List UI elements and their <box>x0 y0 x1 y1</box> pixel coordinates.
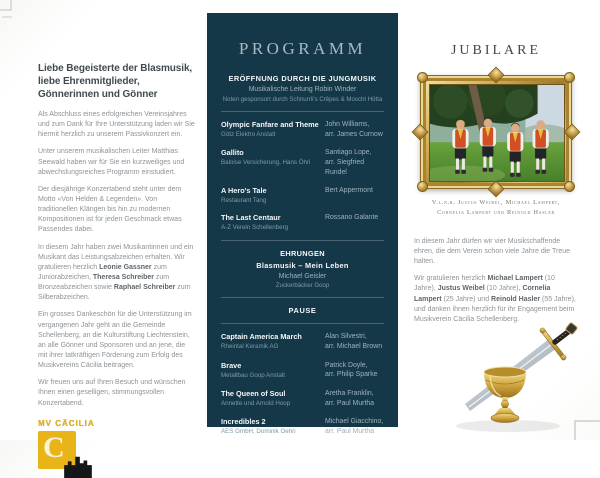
program-item <box>221 213 384 231</box>
photo-frame <box>420 75 572 189</box>
piece-composer: John Williams, arr. James Curnow <box>325 121 383 138</box>
opening-sponsor-note: Noten gesponsort durch Schnurrli's Crêpes & Moscht Hötta <box>222 96 383 103</box>
frame-ornament <box>564 181 575 192</box>
opening-heading: ERÖFFNUNG DURCH DIE JUNGMUSIK <box>228 74 377 83</box>
paragraph: In diesem Jahr dürfen wir vier Musikschaffende ehren, die dem Verein schon viele Jahre die Treue halten. <box>414 237 571 266</box>
program-item <box>221 417 384 436</box>
divider <box>221 323 384 324</box>
ehrungen-piece: Blasmusik – Mein Leben <box>256 261 349 271</box>
mv-caecilia-logo <box>38 419 108 469</box>
piece-composer: Patrick Doyle, arr. Philip Sparke <box>325 361 378 379</box>
opening-section <box>221 74 384 103</box>
program-first-half <box>221 120 384 231</box>
frame-ornament <box>417 72 428 83</box>
paragraph: Als Abschluss eines erfolgreichen Vereinsjahres und zum Dank für Ihre Unterstützung laden wir Sie hiermit herzlich zu unserem Passivkonzert ein. <box>38 111 195 139</box>
logo-letter: C <box>43 430 65 464</box>
program-item <box>221 389 384 408</box>
piece-sponsor: Rheintal Keramik AG <box>221 343 279 351</box>
jubilare-panel <box>414 30 578 332</box>
piece-composer: Aretha Franklin, arr. Paul Murtha <box>325 389 375 407</box>
ehrungen-composer: Michael Geisler <box>278 273 327 281</box>
piece-composer: Santiago Lope, arr. Siegfried Rundel <box>325 149 372 176</box>
divider <box>221 240 384 241</box>
program-title: PROGRAMM <box>238 39 367 58</box>
ehrungen-section <box>221 249 384 289</box>
frame-ornament <box>488 181 505 198</box>
frame-ornament <box>488 67 505 84</box>
piece-sponsor: A-Z Verein Schellenberg <box>221 224 289 232</box>
logo-wordmark: MV CÄCILIA <box>38 418 95 428</box>
jubilare-photo-scene <box>430 85 564 181</box>
divider <box>221 297 384 298</box>
program-item <box>221 361 384 380</box>
piece-composer: Michael Giacchino, arr. Paul Murtha <box>325 418 384 435</box>
ehrungen-sponsor: Zuckerbäcker Goop <box>275 282 330 290</box>
jubilare-title: JUBILARE <box>450 43 542 58</box>
greeting-paragraphs <box>38 110 196 409</box>
piece-sponsor: Baloise Versicherung, Hans Öhri <box>221 159 311 167</box>
piece-title: The Last Centaur <box>221 213 281 223</box>
page-corner-dash-top-left <box>2 16 12 18</box>
paragraph: Unter unserem musikalischen Leiter Matthias Seewald haben wir für Sie ein kurzweiliges und abwechslungsreiches Programm einstudiert. <box>38 148 185 176</box>
program-item <box>221 332 384 351</box>
piece-title: A Hero's Tale <box>221 186 267 196</box>
piece-sponsor: AES GmbH, Dominik Oehri <box>221 428 296 436</box>
photo-caption <box>414 198 578 218</box>
jubilare-photo <box>429 84 565 182</box>
divider <box>221 111 384 112</box>
piece-title: The Queen of Soul <box>221 388 286 398</box>
piece-sponsor: Götz Elektro Anstalt <box>221 131 276 138</box>
piece-title: Captain America March <box>221 332 302 342</box>
paragraph: Wir freuen uns auf Ihren Besuch und wünschen Ihnen einen geselligen, stimmungsvollen Konzertabend. <box>38 379 186 407</box>
greeting-heading: Liebe Begeisterte der Blasmusik, liebe Ehrenmitglieder, Gönnerinnen und Gönner <box>38 63 193 100</box>
piece-sponsor: Metallbau Goop Anstalt <box>221 371 285 379</box>
paragraph: Der diesjährige Konzertabend steht unter dem Motto «Von Helden & Legenden». Von traditionellen Klängen bis hin zu modernen Kompositionen ist für jeden Geschmack etwas Passendes dabei. <box>38 185 182 234</box>
ehrungen-heading: EHRUNGEN <box>280 249 325 259</box>
castle-silhouette-icon <box>64 454 92 478</box>
program-panel <box>207 13 398 436</box>
piece-title: Gallito <box>221 148 244 158</box>
pause-label: PAUSE <box>288 306 317 316</box>
piece-title: Incredibles 2 <box>221 417 266 427</box>
paragraph: Wir gratulieren herzlich Michael Lampert (10 Jahre), Justus Weibel (10 Jahre), Cornelia Lampert (25 Jahre) und Reinold Hasler (55 Jahre), und danken ihnen herzlich für ihr Engagement beim Musikverein Cäcilia Schellenberg. <box>414 275 576 323</box>
piece-sponsor: Annette und Arnold Hoop <box>221 399 291 407</box>
jubilare-paragraphs <box>414 237 578 325</box>
frame-ornament <box>417 181 428 192</box>
frame-ornament <box>564 124 581 141</box>
opening-conductor: Musikalische Leitung Robin Winder <box>248 86 357 93</box>
program-second-half <box>221 332 384 436</box>
photo-caption-line1: V.l.n.r. Justus Weibel, Michael Lampert, <box>431 199 561 206</box>
paragraph: Ein grosses Dankeschön für die Unterstützung im vergangenen Jahr geht an die Gemeinde Schellenberg, an die Kulturstiftung Liechtenstein, an alle Gönner und Sponsoren und an jene, die mit ihrer tatkräftigen Förderung zum Erfolg des Musikvereins Cäcilia beitragen. <box>38 311 192 370</box>
program-item <box>221 120 384 139</box>
page-corner-mark-bottom-right <box>574 420 600 440</box>
frame-ornament <box>412 124 429 141</box>
piece-composer: Alan Silvestri, arr. Michael Brown <box>325 333 383 350</box>
piece-sponsor: Restaurant Tang <box>221 197 267 205</box>
program-item <box>221 148 384 177</box>
frame-ornament <box>564 72 575 83</box>
page-corner-mark-top-left <box>0 0 12 11</box>
piece-composer: Rossano Galante <box>325 214 379 222</box>
photo-caption-line2: Cornelia Lampert und Reinold Hasler <box>437 208 555 216</box>
piece-title: Olympic Fanfare and Theme <box>221 120 319 129</box>
greeting-panel <box>38 62 196 469</box>
paragraph: In diesem Jahr haben zwei Musikantinnen und ein Musikant das Leistungsabzeichen erhalten. Wir gratulieren herzlich Leonie Gassner zum Juniorabzeichen, Theresa Schreiber zum Bronzeabzeichen sowie Raphael Schreiber zum Silberabzeichen. <box>38 243 194 302</box>
piece-composer: Bert Appermont <box>325 187 373 195</box>
program-item <box>221 186 384 204</box>
piece-title: Brave <box>221 360 242 370</box>
logo-emblem <box>38 431 76 469</box>
